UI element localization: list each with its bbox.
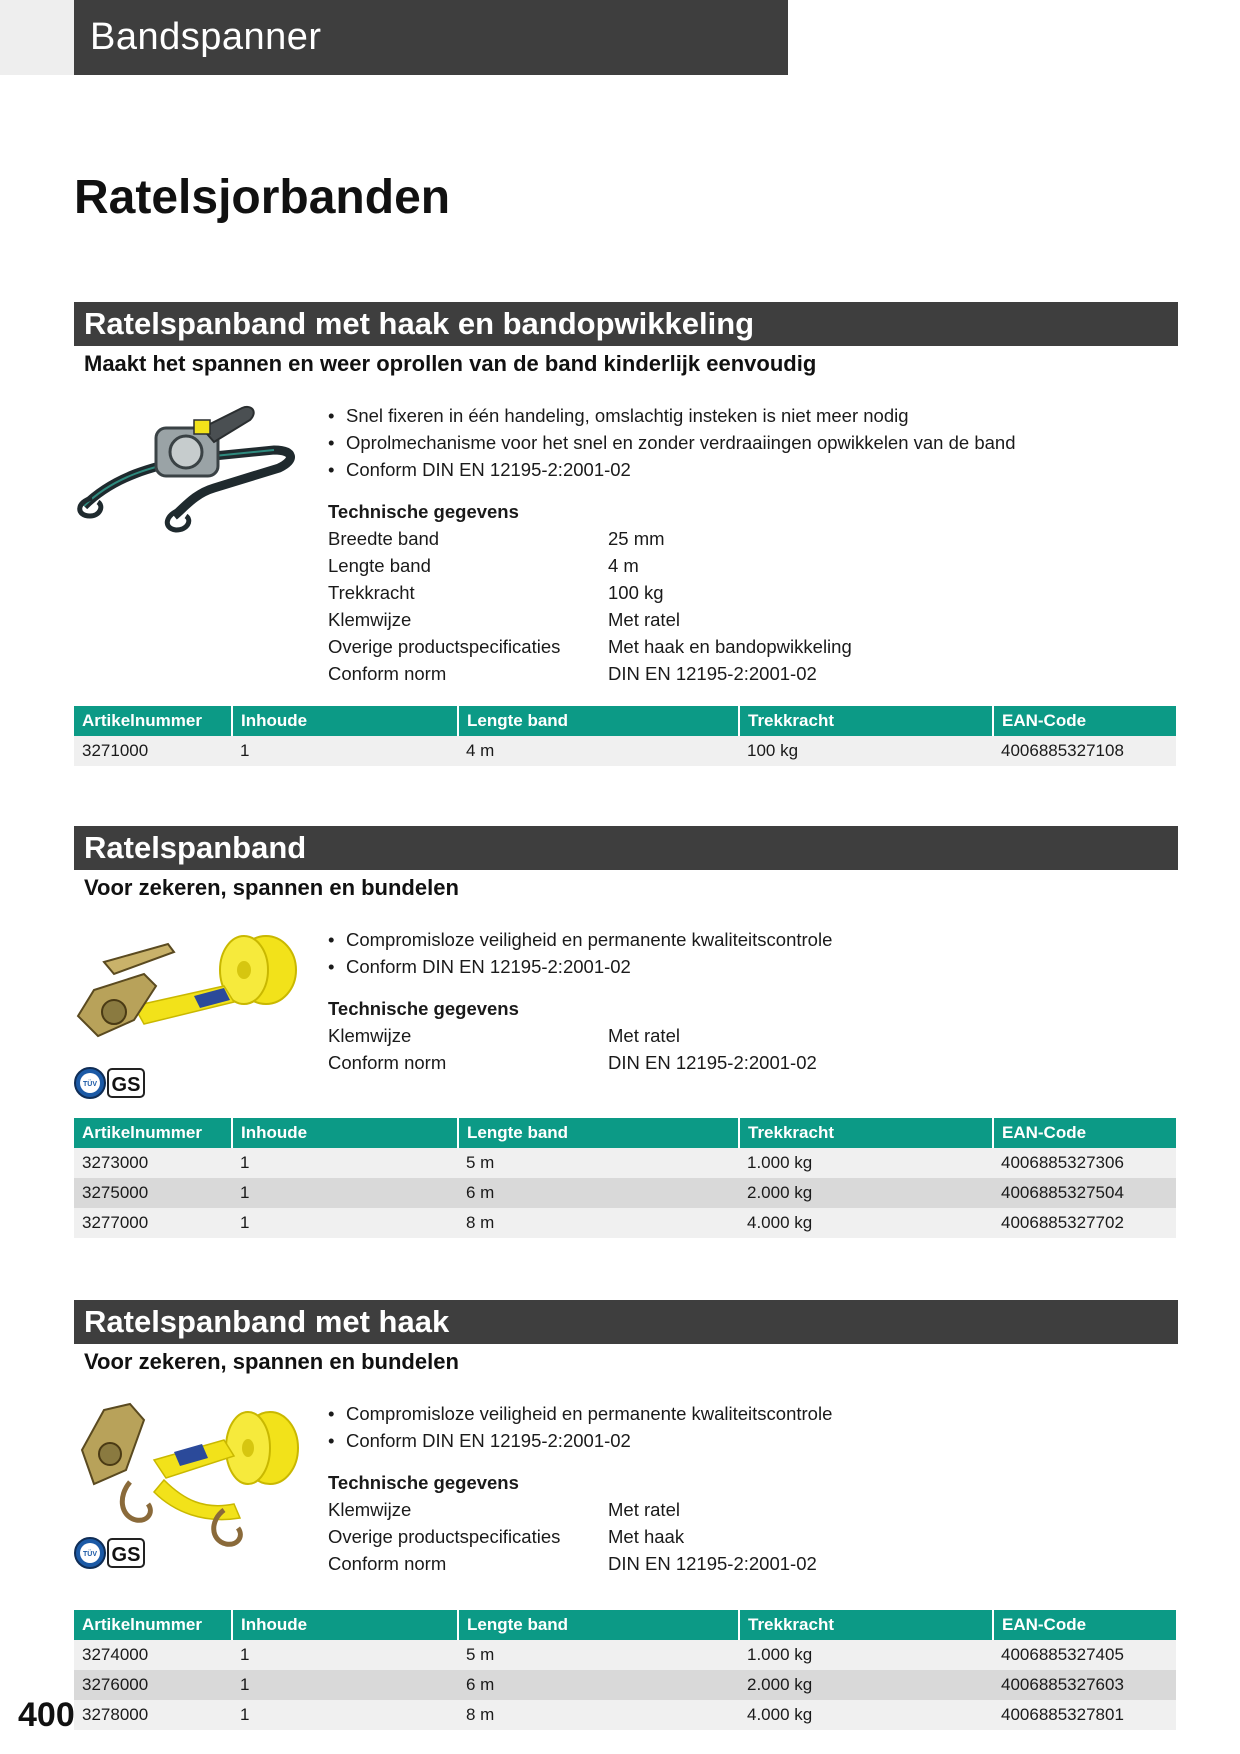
strap-length: 8 m <box>458 1208 739 1238</box>
list-item: • Conform DIN EN 12195-2:2001-02 <box>328 953 832 980</box>
spec-heading: Technische gegevens <box>328 1472 519 1493</box>
article-number: 3273000 <box>74 1148 232 1178</box>
spec-value: 25 mm <box>608 528 665 549</box>
quantity: 1 <box>232 1640 458 1670</box>
spec-row <box>328 579 1028 606</box>
quantity: 1 <box>232 1208 458 1238</box>
column-header: Inhoude <box>232 1118 458 1148</box>
article-number: 3277000 <box>74 1208 232 1238</box>
strap-length: 5 m <box>458 1148 739 1178</box>
spec-value: Met haak en bandopwikkeling <box>608 636 852 657</box>
spec-heading: Technische gegevens <box>328 501 519 522</box>
spec-key: Klemwijze <box>328 1025 412 1046</box>
column-header: Artikelnummer <box>74 706 232 736</box>
spec-value: DIN EN 12195-2:2001-02 <box>608 1052 817 1073</box>
article-number: 3274000 <box>74 1640 232 1670</box>
tuv-label: TÜV <box>83 1081 97 1088</box>
column-header: EAN-Code <box>993 706 1176 736</box>
spec-value: DIN EN 12195-2:2001-02 <box>608 663 817 684</box>
strap-length: 8 m <box>458 1700 739 1730</box>
feature-list <box>328 1400 832 1454</box>
list-item: • Oprolmechanisme voor het snel en zonder verdraaiingen opwikkelen van de band <box>328 429 1016 456</box>
table-row <box>74 1700 1176 1730</box>
section-subtitle: Maakt het spannen en weer oprollen van de band kinderlijk eenvoudig <box>84 351 817 376</box>
tensile-force: 1.000 kg <box>739 1148 993 1178</box>
tensile-force: 1.000 kg <box>739 1640 993 1670</box>
tensile-force: 4.000 kg <box>739 1208 993 1238</box>
product-table <box>74 706 1176 766</box>
tensile-force: 100 kg <box>739 736 993 766</box>
tensile-force: 4.000 kg <box>739 1700 993 1730</box>
column-header: Artikelnummer <box>74 1118 232 1148</box>
column-header: Trekkracht <box>739 1610 993 1640</box>
feature-list <box>328 926 832 980</box>
spec-value: 100 kg <box>608 582 664 603</box>
tensile-force: 2.000 kg <box>739 1178 993 1208</box>
list-item: • Compromisloze veiligheid en permanente kwaliteitscontrole <box>328 926 832 953</box>
spec-key: Overige productspecificaties <box>328 636 561 657</box>
table-row <box>74 736 1176 766</box>
section-title: Ratelspanband met haak <box>74 1300 1178 1344</box>
column-header: Trekkracht <box>739 706 993 736</box>
column-header: Artikelnummer <box>74 1610 232 1640</box>
column-header: Inhoude <box>232 706 458 736</box>
spec-row <box>328 1022 1028 1049</box>
spec-value: Met ratel <box>608 1025 680 1046</box>
spec-key: Trekkracht <box>328 582 415 603</box>
feature-list <box>328 402 1016 483</box>
category-header: Bandspanner <box>74 0 788 75</box>
column-header: EAN-Code <box>993 1610 1176 1640</box>
article-number: 3276000 <box>74 1670 232 1700</box>
table-row <box>74 1640 1176 1670</box>
section-subtitle: Voor zekeren, spannen en bundelen <box>84 875 459 900</box>
ean-code: 4006885327405 <box>993 1640 1176 1670</box>
quantity: 1 <box>232 736 458 766</box>
tuv-gs-badge-icon <box>74 1066 146 1100</box>
spec-row <box>328 606 1028 633</box>
section-title: Ratelspanband met haak en bandopwikkeling <box>74 302 1178 346</box>
ean-code: 4006885327801 <box>993 1700 1176 1730</box>
spec-row <box>328 633 1028 660</box>
section-title: Ratelspanband <box>74 826 1178 870</box>
strap-length: 5 m <box>458 1640 739 1670</box>
column-header: Lengte band <box>458 706 739 736</box>
spec-key: Lengte band <box>328 555 431 576</box>
list-item: • Snel fixeren in één handeling, omslachtig insteken is niet meer nodig <box>328 402 1016 429</box>
quantity: 1 <box>232 1670 458 1700</box>
spec-row <box>328 1523 1028 1550</box>
header-side-block <box>0 0 74 75</box>
list-item: • Conform DIN EN 12195-2:2001-02 <box>328 1427 832 1454</box>
section-subtitle: Voor zekeren, spannen en bundelen <box>84 1349 459 1374</box>
spec-key: Conform norm <box>328 663 447 684</box>
spec-value: Met ratel <box>608 609 680 630</box>
column-header: Lengte band <box>458 1118 739 1148</box>
spec-value: 4 m <box>608 555 639 576</box>
page-title: Ratelsjorbanden <box>74 171 451 224</box>
spec-key: Conform norm <box>328 1553 447 1574</box>
strap-length: 6 m <box>458 1178 739 1208</box>
spec-row <box>328 552 1028 579</box>
spec-key: Klemwijze <box>328 1499 412 1520</box>
ean-code: 4006885327108 <box>993 736 1176 766</box>
list-item: • Compromisloze veiligheid en permanente kwaliteitscontrole <box>328 1400 832 1427</box>
spec-value: Met ratel <box>608 1499 680 1520</box>
spec-key: Conform norm <box>328 1052 447 1073</box>
ean-code: 4006885327603 <box>993 1670 1176 1700</box>
product-table <box>74 1118 1176 1238</box>
product-image-ratchet-strap <box>74 928 304 1048</box>
gs-label: GS <box>111 1074 141 1096</box>
product-image-ratchet-strap-hook <box>74 1400 304 1550</box>
strap-length: 4 m <box>458 736 739 766</box>
column-header: EAN-Code <box>993 1118 1176 1148</box>
spec-key: Klemwijze <box>328 609 412 630</box>
product-image-ratchet-retractable <box>74 398 304 533</box>
table-row <box>74 1178 1176 1208</box>
tuv-label: TÜV <box>83 1551 97 1558</box>
column-header: Trekkracht <box>739 1118 993 1148</box>
spec-key: Overige productspecificaties <box>328 1526 561 1547</box>
spec-row <box>328 525 1028 552</box>
quantity: 1 <box>232 1700 458 1730</box>
article-number: 3271000 <box>74 736 232 766</box>
spec-row <box>328 1550 1028 1577</box>
ean-code: 4006885327306 <box>993 1148 1176 1178</box>
column-header: Lengte band <box>458 1610 739 1640</box>
spec-key: Breedte band <box>328 528 440 549</box>
spec-row <box>328 660 1028 687</box>
gs-label: GS <box>111 1544 141 1566</box>
ean-code: 4006885327504 <box>993 1178 1176 1208</box>
tuv-gs-badge-icon <box>74 1536 146 1570</box>
product-table <box>74 1610 1176 1730</box>
spec-row <box>328 1049 1028 1076</box>
quantity: 1 <box>232 1178 458 1208</box>
list-item: • Conform DIN EN 12195-2:2001-02 <box>328 456 1016 483</box>
article-number: 3275000 <box>74 1178 232 1208</box>
spec-value: DIN EN 12195-2:2001-02 <box>608 1553 817 1574</box>
table-row <box>74 1208 1176 1238</box>
quantity: 1 <box>232 1148 458 1178</box>
table-row <box>74 1148 1176 1178</box>
ean-code: 4006885327702 <box>993 1208 1176 1238</box>
spec-row <box>328 1496 1028 1523</box>
tensile-force: 2.000 kg <box>739 1670 993 1700</box>
table-row <box>74 1670 1176 1700</box>
page-number: 400 <box>18 1696 75 1734</box>
column-header: Inhoude <box>232 1610 458 1640</box>
article-number: 3278000 <box>74 1700 232 1730</box>
spec-heading: Technische gegevens <box>328 998 519 1019</box>
spec-value: Met haak <box>608 1526 685 1547</box>
strap-length: 6 m <box>458 1670 739 1700</box>
